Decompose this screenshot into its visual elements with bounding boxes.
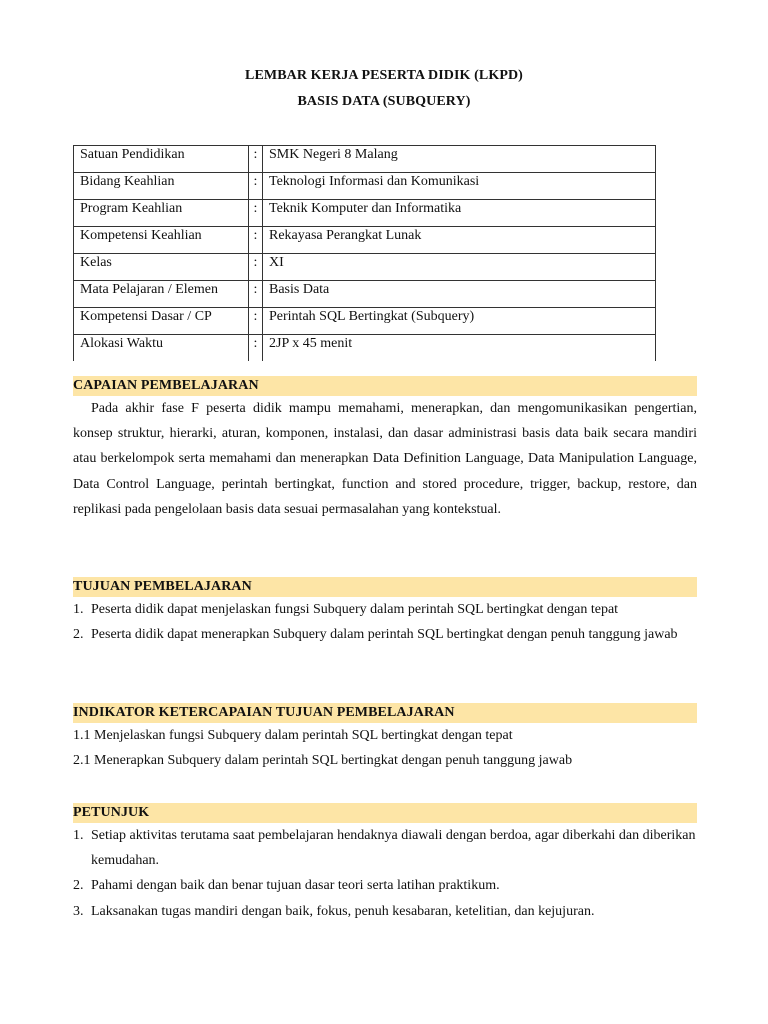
row-separator: : — [249, 335, 263, 362]
row-value: Basis Data — [263, 281, 656, 308]
list-text: Setiap aktivitas terutama saat pembelajaran hendaknya diawali dengan berdoa, agar diberkahi dan diberikan kemudahan. — [91, 828, 696, 869]
row-label: Mata Pelajaran / Elemen — [74, 281, 249, 308]
row-separator: : — [249, 281, 263, 308]
list-number: 3. — [73, 903, 84, 919]
row-value: Perintah SQL Bertingkat (Subquery) — [263, 308, 656, 335]
capaian-paragraph: Pada akhir fase F peserta didik mampu memahami, menerapkan, dan mengomunikasikan pengertian, konsep struktur, hierarki, aturan, komponen, instalasi, dan dasar administrasi basis data baik secara mandiri atau berkelompok serta memahami dan menerapkan Data Definition Language, Data Manipulation Language, Data Control Language, perintah bertingkat, function and stored procedure, trigger, backup, restore, dan replikasi pada pengelolaan basis data sesuai permasalahan yang kontekstual. — [73, 401, 697, 517]
table-row — [74, 281, 656, 308]
section-heading: INDIKATOR KETERCAPAIAN TUJUAN PEMBELAJARAN — [73, 703, 697, 723]
table-row — [74, 335, 656, 362]
document-title: LEMBAR KERJA PESERTA DIDIK (LKPD) — [245, 68, 523, 83]
row-separator: : — [249, 146, 263, 173]
row-separator: : — [249, 200, 263, 227]
row-value: SMK Negeri 8 Malang — [263, 146, 656, 173]
petunjuk-list — [73, 823, 697, 924]
table-row — [74, 173, 656, 200]
section-heading: PETUNJUK — [73, 803, 697, 823]
petunjuk-section — [73, 803, 697, 924]
list-item — [73, 899, 697, 924]
section-heading: TUJUAN PEMBELAJARAN — [73, 577, 697, 597]
indikator-section — [73, 703, 697, 773]
tujuan-section — [73, 577, 697, 647]
row-separator: : — [249, 254, 263, 281]
row-separator: : — [249, 173, 263, 200]
list-text: Peserta didik dapat menjelaskan fungsi Subquery dalam perintah SQL bertingkat dengan tepat — [91, 602, 619, 617]
list-text: Pahami dengan baik dan benar tujuan dasar teori serta latihan praktikum. — [91, 878, 500, 894]
table-row — [74, 254, 656, 281]
row-value: Rekayasa Perangkat Lunak — [263, 227, 656, 254]
list-number: 2. — [73, 878, 84, 894]
row-label: Satuan Pendidikan — [74, 146, 249, 173]
list-text: Laksanakan tugas mandiri dengan baik, fokus, penuh kesabaran, ketelitian, dan kejujuran. — [91, 903, 595, 919]
tujuan-list — [73, 597, 697, 647]
indikator-list — [73, 723, 697, 773]
list-item — [73, 597, 697, 622]
row-separator: : — [249, 227, 263, 254]
document-subtitle: BASIS DATA (SUBQUERY) — [297, 94, 471, 109]
capaian-section — [73, 376, 697, 522]
row-label: Alokasi Waktu — [74, 335, 249, 362]
list-number: 1. — [73, 828, 84, 843]
row-value: XI — [263, 254, 656, 281]
table-row — [74, 227, 656, 254]
row-value: Teknik Komputer dan Informatika — [263, 200, 656, 227]
row-label: Kelas — [74, 254, 249, 281]
row-label: Program Keahlian — [74, 200, 249, 227]
list-text: Peserta didik dapat menerapkan Subquery dalam perintah SQL bertingkat dengan penuh tanggung jawab — [91, 627, 678, 643]
list-item: 1.1 Menjelaskan fungsi Subquery dalam perintah SQL bertingkat dengan tepat — [73, 728, 513, 743]
table-row — [74, 146, 656, 173]
row-label: Bidang Keahlian — [74, 173, 249, 200]
list-number: 2. — [73, 627, 84, 643]
list-number: 1. — [73, 602, 84, 617]
table-row — [74, 308, 656, 335]
list-item — [73, 823, 697, 873]
row-label: Kompetensi Dasar / CP — [74, 308, 249, 335]
identity-table — [73, 145, 656, 361]
row-label: Kompetensi Keahlian — [74, 227, 249, 254]
section-heading: CAPAIAN PEMBELAJARAN — [73, 376, 697, 396]
list-item — [73, 873, 697, 898]
table-row — [74, 200, 656, 227]
row-value: Teknologi Informasi dan Komunikasi — [263, 173, 656, 200]
list-item — [73, 622, 697, 647]
row-value: 2JP x 45 menit — [263, 335, 656, 362]
row-separator: : — [249, 308, 263, 335]
list-item: 2.1 Menerapkan Subquery dalam perintah SQL bertingkat dengan penuh tanggung jawab — [73, 753, 573, 769]
